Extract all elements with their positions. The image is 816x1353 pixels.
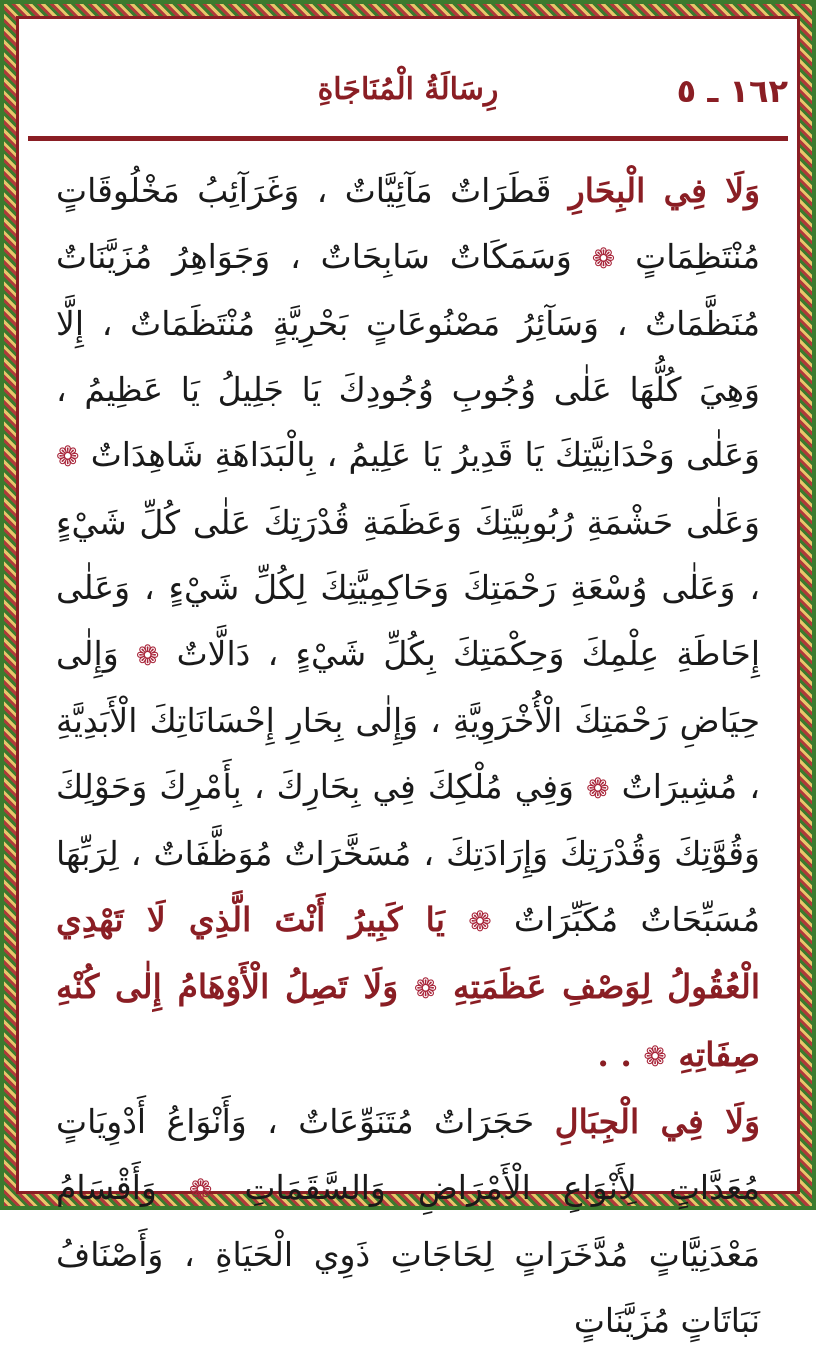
text-run: وَسَمَكَاتٌ سَابِحَاتٌ ، وَجَوَاهِرُ مُزَيَّنَاتٌ مُنَظَّمَاتٌ ، وَسَآئِرُ مَصْنُوعَاتٍ بَحْرِيَّةٍ مُنْتَظَمَاتٌ ، إِلَّا وَهِيَ كُلُّهَا عَلٰى وُجُوبِ وُجُودِكَ يَا جَلِيلُ يَا عَظِيمُ ، وَعَلٰى وَحْدَانِيَّتِكَ يَا قَدِيرُ يَا عَلِيمُ ، بِالْبَدَاهَةِ شَاهِدَاتٌ: [56, 237, 760, 475]
rose-ornament-icon: ❁: [643, 1040, 666, 1073]
text-run: وَأَقْسَامُ مَعْدَنِيَّاتٍ مُدَّخَرَاتٍ لِحَاجَاتِ ذَوِي الْحَيَاةِ ، وَأَصْنَافُ نَبَاتَاتٍ مُزَيَّنَاتٍ: [56, 1168, 760, 1340]
rose-ornament-icon: ❁: [136, 639, 159, 672]
paragraph-lead: وَلَا فِي الْجِبَالِ: [555, 1102, 760, 1141]
rose-ornament-icon: ❁: [56, 440, 79, 473]
header-rule: [28, 136, 788, 141]
text-run: وَإِلٰى حِيَاضِ رَحْمَتِكَ الْأُخْرَوِيَّةِ ، وَإِلٰى بِحَارِ إِحْسَانَاتِكَ الْأَبَدِيَّةِ ، مُشِيرَاتٌ: [56, 634, 760, 806]
text-run: قَطَرَاتٌ مَآئِيَّاتٌ ، وَغَرَآئِبُ مَخْلُوقَاتٍ مُنْتَظِمَاتٍ: [56, 171, 760, 276]
rose-ornament-icon: ❁: [586, 772, 609, 805]
rose-ornament-icon: ❁: [592, 242, 615, 275]
rose-ornament-icon: ❁: [189, 1173, 212, 1206]
page-number: ١٦٢ ـ ٥: [677, 72, 788, 110]
paragraph-lead: وَلَا فِي الْبِحَارِ: [569, 171, 760, 210]
text-run: وَعَلٰى حَشْمَةِ رُبُوبِيَّتِكَ وَعَظَمَةِ قُدْرَتِكَ عَلٰى كُلِّ شَيْءٍ ، وَعَلٰى وُسْعَةِ رَحْمَتِكَ وَحَاكِمِيَّتِكَ لِكُلِّ شَيْءٍ ، وَعَلٰى إِحَاطَةِ عِلْمِكَ وَحِكْمَتِكَ بِكُلِّ شَيْءٍ ، دَالَّاتٌ: [56, 503, 760, 673]
running-title: رِسَالَةُ الْمُنَاجَاةِ: [28, 72, 788, 107]
ellipsis: . .: [597, 1035, 643, 1074]
invocation-text: وَلَا تَصِلُ الْأَوْهَامُ إِلٰى كُنْهِ صِفَاتِهِ: [56, 967, 760, 1074]
rose-ornament-icon: ❁: [414, 972, 437, 1005]
paragraph-mountains: [56, 1089, 760, 1353]
text-run: حَجَرَاتٌ مُتَنَوِّعَاتٌ ، وَأَنْوَاعُ أَدْوِيَاتٍ مُعَدَّاتٍ لِأَنْوَاعِ الْأَمْرَاضِ وَالسَّقَمَاتِ: [56, 1102, 760, 1207]
text-run: وَفِي مُلْكِكَ فِي بِحَارِكَ ، بِأَمْرِكَ وَحَوْلِكَ وَقُوَّتِكَ وَقُدْرَتِكَ وَإِرَادَتِكَ ، مُسَخَّرَاتٌ مُوَظَّفَاتٌ ، لِرَبِّهَا مُسَبِّحَاتٌ مُكَبِّرَاتٌ: [56, 767, 760, 939]
main-text: [56, 158, 760, 1353]
paragraph-seas: [56, 158, 760, 1089]
invocation-text: يَا كَبِيرُ أَنْتَ الَّذِي لَا تَهْدِي الْعُقُولُ لِوَصْفِ عَظَمَتِهِ: [56, 900, 760, 1007]
page-header: [28, 52, 788, 122]
rose-ornament-icon: ❁: [468, 905, 491, 938]
